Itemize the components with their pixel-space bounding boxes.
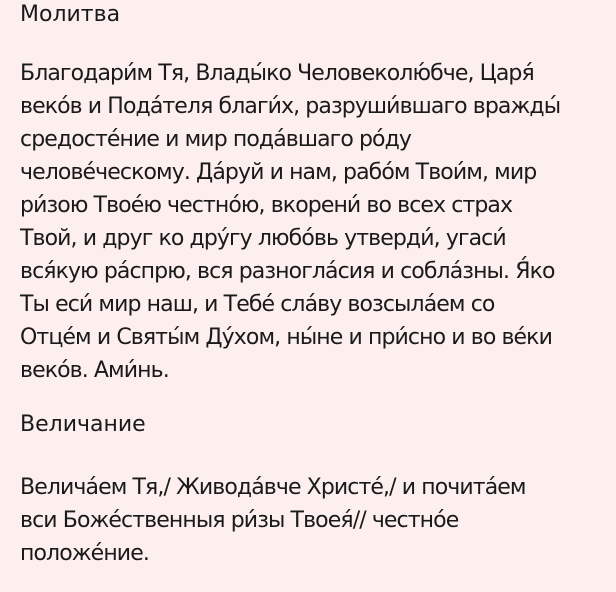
magnification-text <box>20 471 610 570</box>
prayer-line: веко́в и Пода́теля благи́х, разруши́вшаго вражды́ <box>20 94 561 119</box>
magnification-line: вси Боже́ственныя ри́зы Твоея́// честно́е <box>20 508 459 533</box>
prayer-line: Отце́м и Святы́м Ду́хом, ны́не и при́сно и во ве́ки <box>20 325 552 350</box>
magnification-line: положе́ние. <box>20 541 149 566</box>
prayer-line: Ты еси́ мир наш, и Тебе́ сла́ву возсыла́ем со <box>20 292 495 317</box>
prayer-text <box>20 57 610 387</box>
prayer-line: вся́кую ра́спрю, вся разногла́сия и собла́зны. Я́ко <box>20 259 555 284</box>
prayer-line: Твой, и друг ко дру́гу любо́вь утверди́, угаси́ <box>20 226 506 251</box>
magnification-line: Велича́ем Тя,/ Живода́вче Христе́,/ и почита́ем <box>20 475 526 500</box>
prayer-line: челове́ческому. Да́руй и нам, рабо́м Твои́м, мир <box>20 160 537 185</box>
prayer-line: Благодари́м Тя, Влады́ко Человеколю́бче, Царя́ <box>20 61 534 86</box>
prayer-line: ри́зою Твое́ю честно́ю, вкорени́ во всех страх <box>20 193 513 218</box>
prayer-heading: Молитва <box>20 2 121 27</box>
prayer-line: средосте́ние и мир пода́вшаго ро́ду <box>20 127 412 152</box>
prayer-line: веко́в. Ами́нь. <box>20 358 169 383</box>
magnification-heading: Величание <box>20 412 146 437</box>
